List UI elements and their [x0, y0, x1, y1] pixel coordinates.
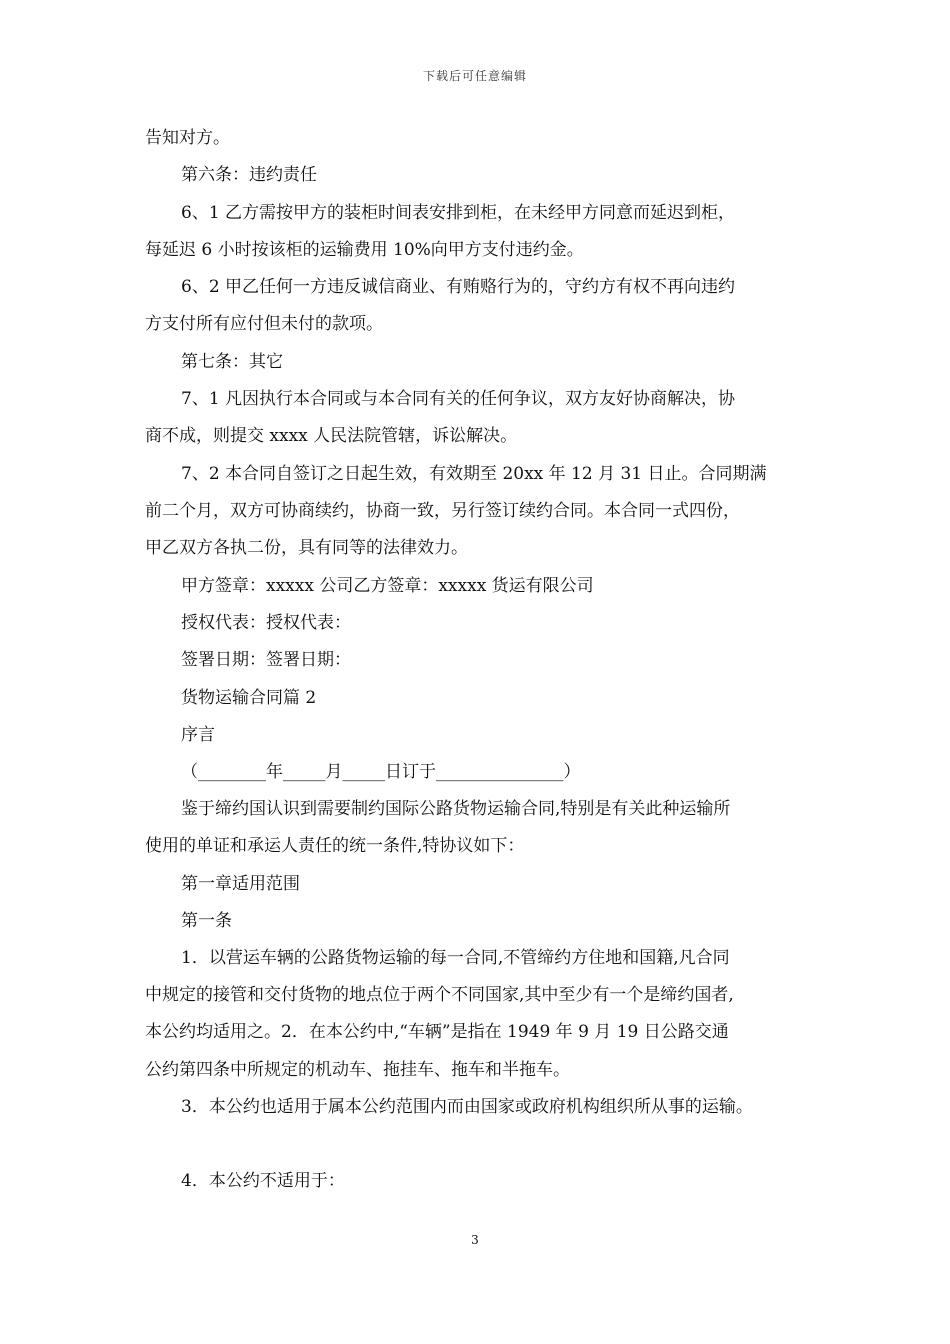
paragraph-line: 甲乙双方各执二份，具有同等的法律效力。 — [145, 538, 468, 558]
signature-line: 签署日期：签署日期： — [181, 650, 351, 670]
article-heading: 第一条 — [181, 911, 232, 931]
page-header: 下载后可任意编辑 — [422, 69, 527, 83]
paragraph-line: 1．以营运车辆的公路货物运输的每一合同,不管缔约方住地和国籍,凡合同 — [181, 948, 730, 968]
paragraph-line: 方支付所有应付但未付的款项。 — [145, 314, 383, 334]
date-blank-line: （________年_____月_____日订于_______________） — [181, 762, 581, 782]
paragraph-line: 商不成，则提交 xxxx 人民法院管辖，诉讼解决。 — [145, 426, 518, 446]
section-heading: 第六条：违约责任 — [181, 165, 317, 185]
paragraph-line: 公约第四条中所规定的机动车、拖挂车、拖车和半拖车。 — [145, 1060, 570, 1080]
paragraph-line: 使用的单证和承运人责任的统一条件,特协议如下： — [145, 836, 525, 856]
section-heading: 序言 — [181, 725, 215, 745]
signature-line: 甲方签章：xxxxx 公司乙方签章：xxxxx 货运有限公司 — [181, 576, 594, 596]
signature-line: 授权代表：授权代表： — [181, 613, 351, 633]
paragraph-line: 6、1 乙方需按甲方的装柜时间表安排到柜，在未经甲方同意而延迟到柜， — [181, 203, 736, 223]
chapter-heading: 第一章适用范围 — [181, 874, 300, 894]
paragraph-line: 中规定的接管和交付货物的地点位于两个不同国家,其中至少有一个是缔约国者, — [145, 985, 734, 1005]
page-number: 3 — [471, 1233, 479, 1247]
paragraph-line: 7、1 凡因执行本合同或与本合同有关的任何争议，双方友好协商解决，协 — [181, 389, 736, 409]
paragraph-line: 每延迟 6 小时按该柜的运输费用 10%向甲方支付违约金。 — [145, 240, 584, 260]
paragraph-line: 鉴于缔约国认识到需要制约国际公路货物运输合同,特别是有关此种运输所 — [181, 799, 731, 819]
paragraph-line: 本公约均适用之。2．在本公约中,“车辆”是指在 1949 年 9 月 19 日公路交通 — [145, 1022, 729, 1042]
document-subtitle: 货物运输合同篇 2 — [181, 688, 317, 708]
paragraph-line: 前二个月，双方可协商续约，协商一致，另行签订续约合同。本合同一式四份， — [145, 501, 740, 521]
paragraph-line: 7、2 本合同自签订之日起生效，有效期至 20xx 年 12 月 31 日止。合同期满 — [181, 464, 767, 484]
paragraph-line: 4．本公约不适用于： — [181, 1171, 345, 1191]
paragraph-line: 告知对方。 — [145, 128, 230, 148]
section-heading: 第七条：其它 — [181, 352, 283, 372]
paragraph-line: 6、2 甲乙任何一方违反诚信商业、有贿赂行为的，守约方有权不再向违约 — [181, 277, 736, 297]
paragraph-line: 3．本公约也适用于属本公约范围内而由国家或政府机构组织所从事的运输。 — [181, 1097, 753, 1117]
